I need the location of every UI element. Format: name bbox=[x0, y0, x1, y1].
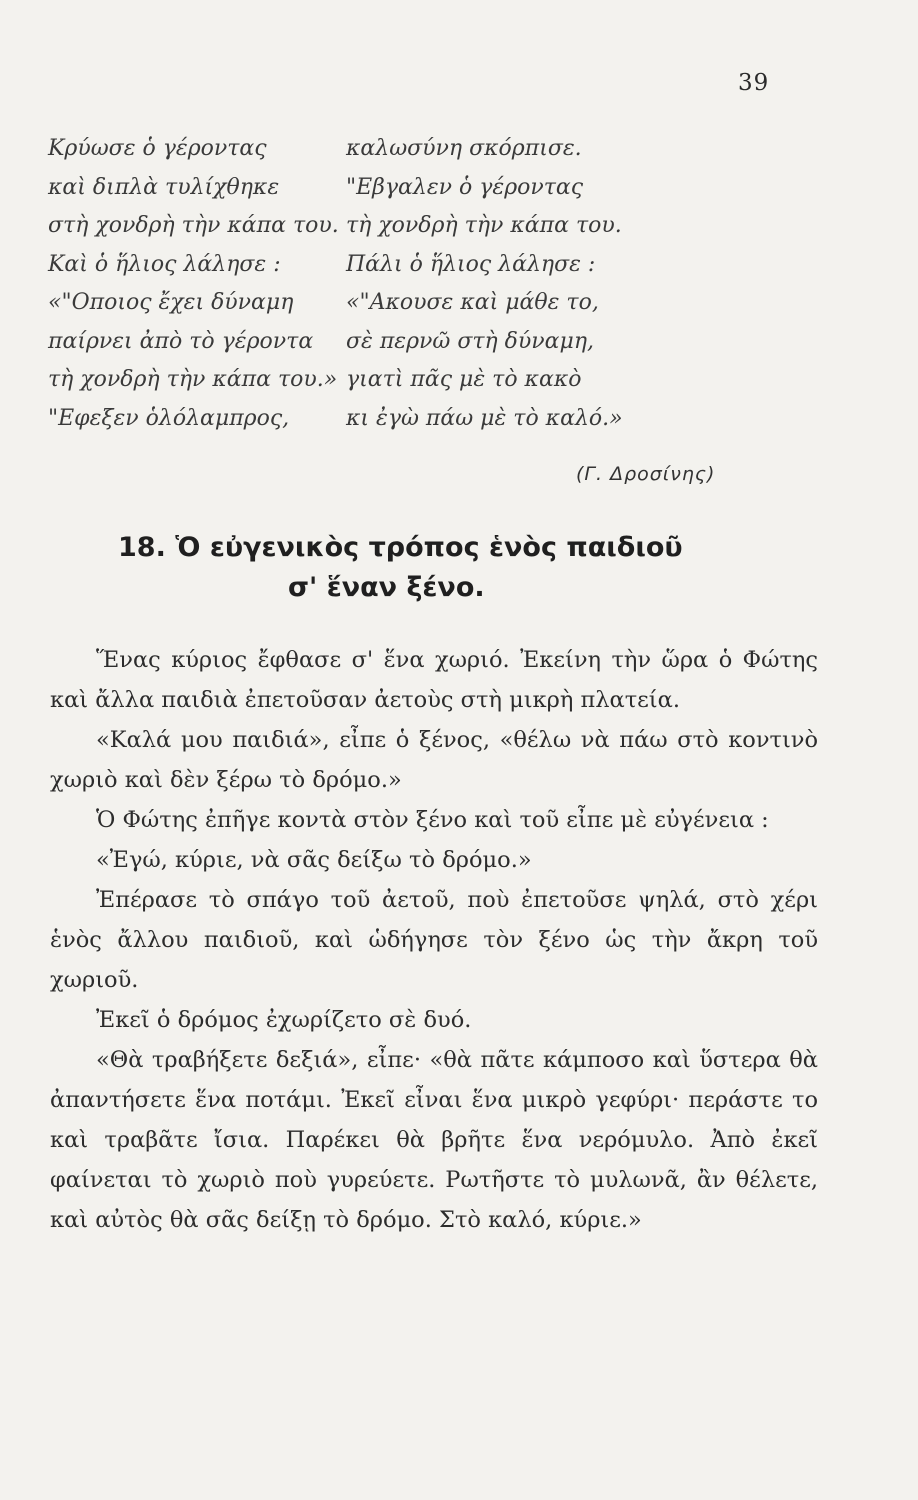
paragraph: Ἕνας κύριος ἔφθασε σ' ἕνα χωριό. Ἐκείνη τὴν ὥρα ὁ Φώτης καὶ ἄλλα παιδιὰ ἐπετοῦσαν ἀετοὺς στὴ μικρὴ πλατεία. bbox=[50, 647, 818, 713]
chapter-title-text: Ὁ εὐγενικὸς τρόπος ἑνὸς παιδιοῦ bbox=[175, 532, 683, 563]
poem-line: τὴ χονδρὴ τὴν κάπα του.» bbox=[48, 367, 338, 392]
page-number: 39 bbox=[738, 70, 770, 96]
poem-line: Κρύωσε ὁ γέροντας bbox=[48, 136, 267, 161]
poem-line: "Εφεξεν ὁλόλαμπρος, bbox=[48, 405, 290, 431]
poem-attribution: (Γ. Δροσίνης) bbox=[576, 463, 716, 485]
paragraph: Ἐπέρασε τὸ σπάγο τοῦ ἀετοῦ, ποὺ ἐπετοῦσε ψηλά, στὸ χέρι ἑνὸς ἄλλου παιδιοῦ, καὶ ὡδήγησε τὸν ξένο ὡς τὴν ἄκρη τοῦ χωριοῦ. bbox=[50, 887, 818, 993]
poem-left-column bbox=[48, 130, 339, 438]
poem-line: παίρνει ἀπὸ τὸ γέροντα bbox=[48, 328, 314, 354]
chapter-title-line2: σ' ἕναν ξένο. bbox=[288, 572, 485, 603]
poem-line: καὶ διπλὰ τυλίχθηκε bbox=[48, 174, 280, 200]
poem-line: Πάλι ὁ ἥλιος λάλησε : bbox=[346, 251, 596, 277]
chapter-heading bbox=[118, 528, 818, 608]
poem-line: Καὶ ὁ ἥλιος λάλησε : bbox=[48, 251, 281, 277]
poem-line: τὴ χονδρὴ τὴν κάπα του. bbox=[346, 213, 622, 238]
story-text bbox=[50, 640, 818, 1240]
poem-line: «"Οποιος ἔχει δύναμη bbox=[48, 290, 294, 315]
poem-line: στὴ χονδρὴ τὴν κάπα του. bbox=[48, 213, 339, 238]
poem-line: καλωσύνη σκόρπισε. bbox=[346, 136, 582, 161]
paragraph: Ὁ Φώτης ἐπῆγε κοντὰ στὸν ξένο καὶ τοῦ εἶπε μὲ εὐγένεια : bbox=[96, 807, 769, 833]
poem-line: «"Ακουσε καὶ μάθε το, bbox=[346, 290, 599, 315]
poem-line: σὲ περνῶ στὴ δύναμη, bbox=[346, 328, 595, 354]
poem-line: "Εβγαλεν ὁ γέροντας bbox=[346, 174, 584, 200]
poem-line: γιατὶ πᾶς μὲ τὸ κακὸ bbox=[346, 367, 582, 392]
poem bbox=[48, 130, 768, 438]
chapter-number: 18. bbox=[118, 532, 166, 563]
paragraph: «Θὰ τραβήξετε δεξιά», εἶπε· «θὰ πᾶτε κάμποσο καὶ ὕστερα θὰ ἀπαντήσετε ἕνα ποτάμι. Ἐκεῖ εἶναι ἕνα μικρὸ γεφύρι· περάστε το καὶ τραβᾶτε ἴσια. Παρέκει θὰ βρῆτε ἕνα νερόμυλο. Ἀπὸ ἐκεῖ φαίνεται τὸ χωριὸ ποὺ γυρεύετε. Ρωτῆστε τὸ μυλωνᾶ, ἂν θέλετε, καὶ αὐτὸς θὰ σᾶς δείξῃ τὸ δρόμο. Στὸ καλό, κύριε.» bbox=[50, 1047, 818, 1233]
paragraph: «Καλά μου παιδιά», εἶπε ὁ ξένος, «θέλω νὰ πάω στὸ κοντινὸ χωριὸ καὶ δὲν ξέρω τὸ δρόμο.» bbox=[50, 727, 818, 793]
poem-right-column bbox=[336, 130, 766, 438]
chapter-title-line1 bbox=[118, 528, 818, 568]
paragraph: Ἐκεῖ ὁ δρόμος ἐχωρίζετο σὲ δυό. bbox=[96, 1007, 472, 1033]
poem-line: κι ἐγὼ πάω μὲ τὸ καλό.» bbox=[346, 405, 623, 431]
paragraph: «Ἐγώ, κύριε, νὰ σᾶς δείξω τὸ δρόμο.» bbox=[96, 847, 532, 873]
